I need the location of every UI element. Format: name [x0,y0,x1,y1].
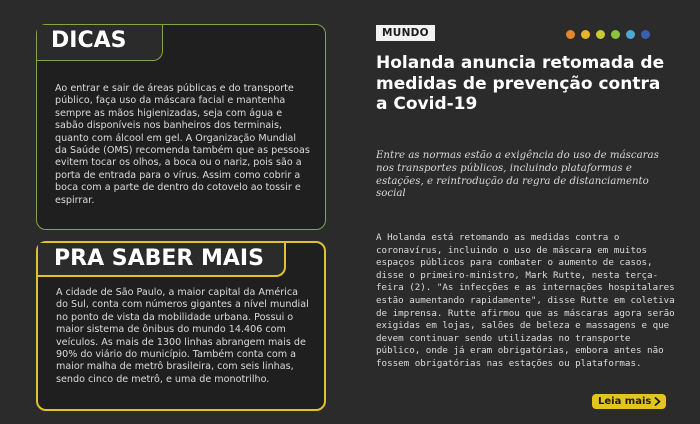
tips-box [36,24,326,230]
read-more-button[interactable] [592,394,666,409]
carousel-dots [566,30,650,39]
more-info-text: A cidade de São Paulo, a maior capital da América do Sul, conta com números gigantes a nível mundial no ponto de vista da mobilidade urbana. Possui o maior sistema de ônibus do mundo 14.406 com veículos. As mais de 1300 linhas abrangem mais de 90% do viário do município. Também conta com a maior malha de metrô brasileira, com seis linhas, sendo cinco de metrô, e uma de monotrilho. [56,287,309,385]
section-badge: MUNDO [376,25,435,41]
more-info-box [36,241,326,411]
tips-tab [37,25,163,61]
chevron-right-icon [654,397,661,406]
tips-text: Ao entrar e sair de áreas públicas e do transporte público, faça uso da máscara facial e mantenha sempre as mãos higienizadas, seja com água e sabão disponíveis nos banheiros dos terminais, quanto com álcool em gel. A Organização Mundial da Saúde (OMS) recomenda também que as pessoas evitem tocar os olhos, a boca ou o nariz, pois são a porta de entrada para o vírus. Assim como cobrir a boca com a parte de dentro do cotovelo ao tossir e espirrar. [55,83,310,206]
carousel-dot[interactable] [596,30,605,39]
article-body: A Holanda está retomando as medidas contra o coronavírus, incluindo o uso de máscara em muitos espaços públicos para combater o aumento de casos, disse o primeiro-ministro, Mark Rutte, nesta terça-feira (2). "As infecções e as internações hospitalares estão aumentando rapidamente", disse Rutte em coletiva de imprensa. Rutte afirmou que as máscaras agora serão exigidas em lojas, salões de beleza e massagens e que devem continuar sendo utilizadas no transporte público, onde já eram obrigatórias, embora antes não fossem obrigatórias nas estações ou plataformas. [376,232,675,369]
read-more-label: Leia mais [598,396,652,407]
carousel-dot[interactable] [566,30,575,39]
more-info-title: PRA SABER MAIS [54,246,264,271]
carousel-dot[interactable] [641,30,650,39]
article-headline: Holanda anuncia retomada de medidas de prevenção contra a Covid-19 [376,53,665,114]
more-info-tab [38,243,286,277]
carousel-dot[interactable] [581,30,590,39]
tips-title: DICAS [51,28,127,53]
article-subtitle: Entre as normas estão a exigência do uso de máscaras nos transportes públicos, incluindo plataformas e estações, e reintrodução da regra de distanciamento social [376,150,659,200]
carousel-dot[interactable] [626,30,635,39]
carousel-dot[interactable] [611,30,620,39]
